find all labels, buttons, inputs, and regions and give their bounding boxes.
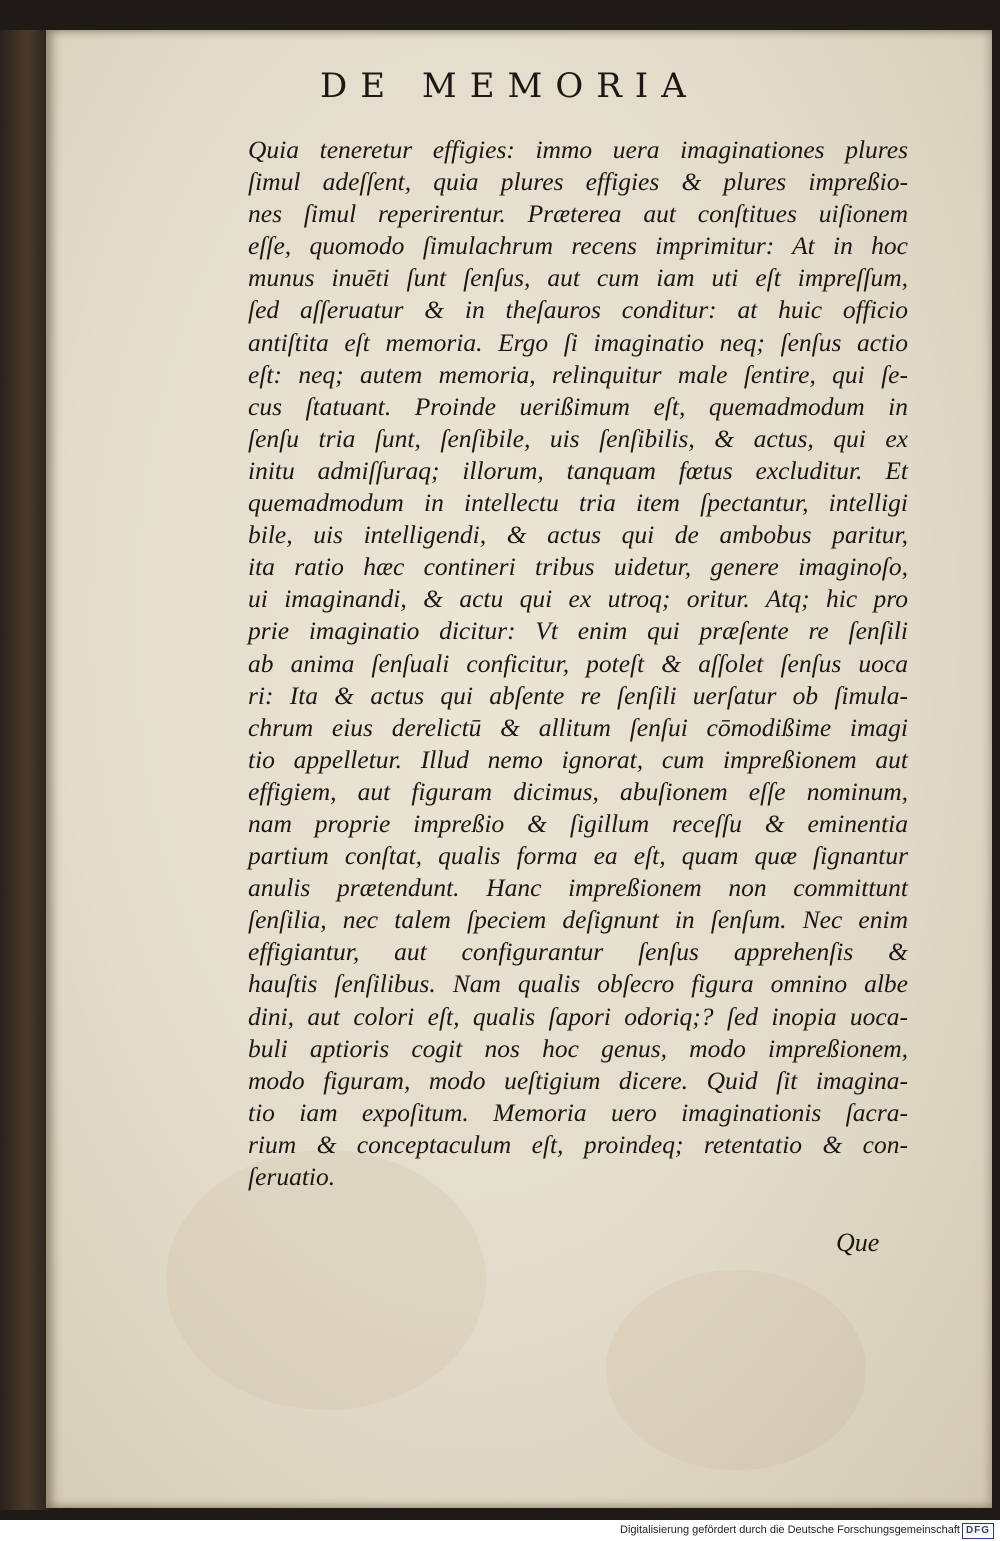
text-line: ſeruatio. <box>248 1162 336 1191</box>
text-line: hauſtis ſenſilibus. Nam qualis obſecro figura omnino albe <box>248 969 908 999</box>
text-line: nes ſimul reperirentur. Præterea aut conſtitues uiſionem <box>248 199 908 229</box>
text-line: munus inuēti ſunt ſenſus, aut cum iam uti eſt impreſſum, <box>248 263 908 293</box>
text-line: ri: Ita & actus qui abſente re ſenſili uerſatur ob ſimula- <box>248 680 908 710</box>
text-line: initu admiſſuraq; illorum, tanquam fœtus excluditur. Et <box>248 455 908 485</box>
text-line: ſenſu tria ſunt, ſenſibile, uis ſenſibilis, & actus, qui ex <box>248 423 908 453</box>
catchword: Que <box>836 1228 880 1257</box>
text-line: Quia teneretur effigies: immo uera imaginationes plures <box>248 135 908 164</box>
text-line: dini, aut colori eſt, qualis ſapori odoriq;? ſed inopia uoca- <box>248 1001 908 1031</box>
text-line: ſenſilia, nec talem ſpeciem deſignunt in ſenſum. Nec enim <box>248 905 908 935</box>
text-line: buli aptioris cogit nos hoc genus, modo impreßionem, <box>248 1033 908 1063</box>
text-line: ita ratio hæc contineri tribus uidetur, genere imaginoſo, <box>248 552 908 582</box>
running-head: DE MEMORIA <box>320 66 699 106</box>
text-line: quemadmodum in intellectu tria item ſpectantur, intelligi <box>248 488 908 518</box>
text-line: tio iam expoſitum. Memoria uero imaginationis ſacra- <box>248 1097 908 1127</box>
text-line: ab anima ſenſuali conficitur, poteſt & aſſolet ſenſus uoca <box>248 648 908 678</box>
text-line: nam proprie impreßio & ſigillum receſſu & eminentia <box>248 808 908 838</box>
dfg-logo: DFG <box>962 1523 994 1539</box>
text-line: ſimul adeſſent, quia plures effigies & plures impreßio- <box>248 167 908 197</box>
text-line: ſed aſſeruatur & in theſauros conditur: at huic officio <box>248 295 908 325</box>
text-line: chrum eius derelictū & allitum ſenſui cōmodißime imagi <box>248 712 908 742</box>
funding-credit: Digitalisierung gefördert durch die Deutsche Forschungsgemeinschaft <box>620 1524 960 1536</box>
text-line: tio appelletur. Illud nemo ignorat, cum impreßionem aut <box>248 744 908 774</box>
text-line: partium conſtat, qualis forma ea eſt, quam quæ ſignantur <box>248 841 908 871</box>
book-binding-edge <box>0 30 48 1510</box>
text-line: cus ſtatuant. Proinde uerißimum eſt, quemadmodum in <box>248 391 908 421</box>
digitization-footer <box>0 1520 1000 1541</box>
text-line: rium & conceptaculum eſt, proindeq; retentatio & con- <box>248 1129 908 1159</box>
text-line: bile, uis intelligendi, & actus qui de ambobus paritur, <box>248 520 908 550</box>
text-line: effigiantur, aut configurantur ſenſus apprehenſis & <box>248 937 908 967</box>
text-line: anulis prætendunt. Hanc impreßionem non committunt <box>248 873 908 903</box>
page-body-text <box>248 134 908 1193</box>
text-line: modo figuram, modo ueſtigium dicere. Quid ſit imagina- <box>248 1065 908 1095</box>
text-line: prie imaginatio dicitur: Vt enim qui præſente re ſenſili <box>248 616 908 646</box>
text-line: effigiem, aut figuram dicimus, abuſionem eſſe nominum, <box>248 776 908 806</box>
text-line: eſſe, quomodo ſimulachrum recens imprimitur: At in hoc <box>248 231 908 261</box>
text-line: ui imaginandi, & actu qui ex utroq; oritur. Atq; hic pro <box>248 584 908 614</box>
text-line: antiſtita eſt memoria. Ergo ſi imaginatio neq; ſenſus actio <box>248 327 908 357</box>
text-line: eſt: neq; autem memoria, relinquitur male ſentire, qui ſe- <box>248 359 908 389</box>
